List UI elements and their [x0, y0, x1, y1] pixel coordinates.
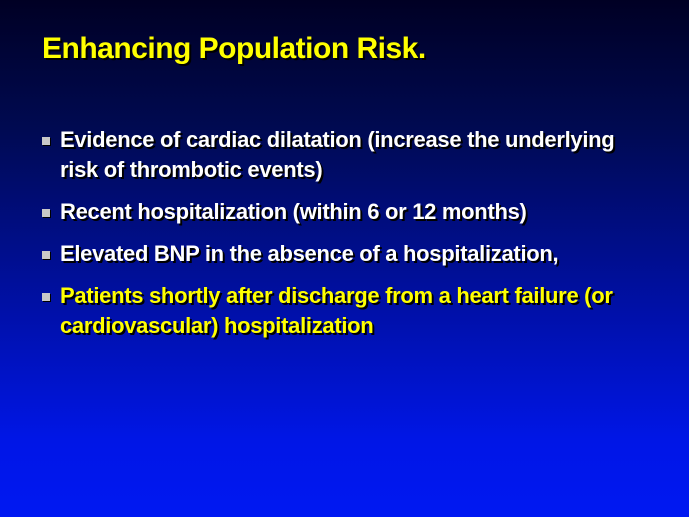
bullet-item	[42, 239, 652, 269]
square-bullet-icon	[42, 209, 50, 217]
bullet-text: Patients shortly after discharge from a heart failure (or cardiovascular) hospitalization	[60, 283, 613, 338]
bullet-item-highlighted	[42, 281, 652, 341]
bullet-text: Elevated BNP in the absence of a hospitalization,	[60, 241, 559, 266]
square-bullet-icon	[42, 293, 50, 301]
square-bullet-icon	[42, 137, 50, 145]
bullet-item	[42, 125, 652, 185]
bullet-text: Evidence of cardiac dilatation (increase the underlying risk of thrombotic events)	[60, 127, 615, 182]
bullet-item	[42, 197, 652, 227]
bullet-text: Recent hospitalization (within 6 or 12 months)	[60, 199, 527, 224]
bullet-list	[42, 125, 652, 353]
square-bullet-icon	[42, 251, 50, 259]
slide-title: Enhancing Population Risk.	[42, 32, 426, 65]
